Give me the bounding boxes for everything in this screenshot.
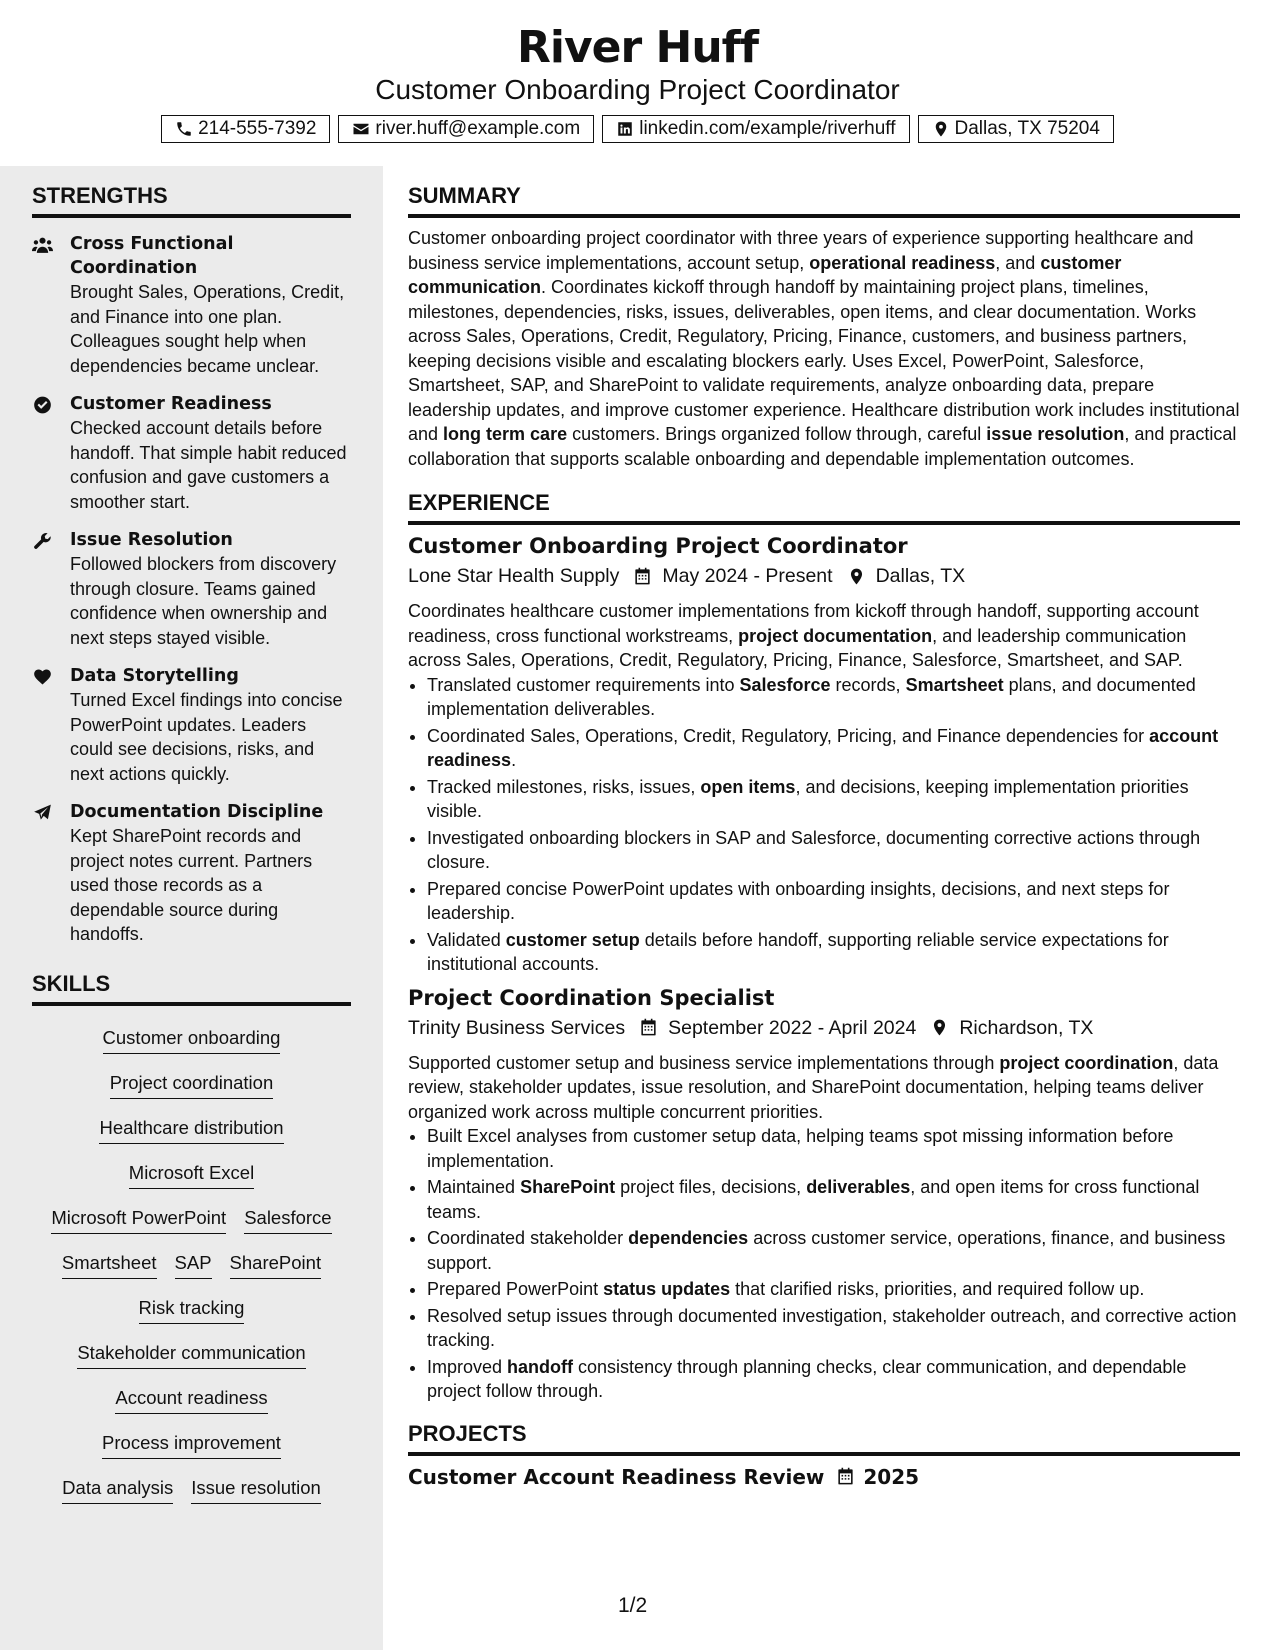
skill-tag: Project coordination — [110, 1071, 274, 1099]
email-text: river.huff@example.com — [375, 118, 581, 139]
job-meta — [408, 1013, 1240, 1043]
envelope-icon — [352, 120, 370, 138]
summary-heading: SUMMARY — [408, 183, 1240, 218]
strength-text: Checked account details before handoff. That simple habit reduced confusion and gave customers a smoother start. — [70, 418, 347, 512]
page-number: 1/2 — [618, 1594, 648, 1617]
skill-tag: Healthcare distribution — [99, 1116, 283, 1144]
location-text: Dallas, TX 75204 — [954, 118, 1100, 139]
phone-text: 214-555-7392 — [198, 118, 317, 139]
strength-text: Followed blockers from discovery through closure. Teams gained confidence when ownership and next steps stayed visible. — [70, 554, 337, 648]
skill-tag: Customer onboarding — [103, 1026, 281, 1054]
skill-tag: Smartsheet — [62, 1251, 157, 1279]
candidate-role: Customer Onboarding Project Coordinator — [375, 74, 900, 105]
job-location: Dallas, TX — [875, 565, 966, 587]
job-bullet: • Tracked milestones, risks, issues, open items, and decisions, keeping implementation priorities visible. — [427, 775, 1240, 824]
strength-title: Issue Resolution — [70, 530, 233, 550]
summary-text: Customer onboarding project coordinator with three years of experience supporting healthcare and business service implementations, account setup, operational readiness, and customer communication. Coordinates kickoff through handoff by maintaining project plans, timelines, milestones, dependencies, risks, issues, deliverables, open items, and clear documentation. Works across Sales, Operations, Credit, Regulatory, Pricing, Finance, customers, and business partners, keeping decisions visible and escalating blockers early. Uses Excel, PowerPoint, Salesforce, Smartsheet, SAP, and SharePoint to validate requirements, analyze onboarding data, prepare leadership updates, and improve customer experience. Healthcare distribution work includes institutional and long term care customers. Brings organized follow through, careful issue resolution, and practical collaboration that supports scalable onboarding and dependable implementation outcomes. — [408, 228, 1240, 469]
skill-tag: SAP — [175, 1251, 212, 1279]
candidate-name: River Huff — [517, 22, 758, 73]
skill-tag: Issue resolution — [191, 1476, 321, 1504]
project-title: Customer Account Readiness Review — [408, 1464, 825, 1489]
skills-list — [32, 1020, 351, 1515]
job-bullet: • Validated customer setup details before handoff, supporting reliable service expectations for institutional accounts. — [427, 928, 1240, 977]
project-entry — [408, 1463, 1240, 1491]
calendar-icon — [836, 1467, 855, 1486]
skill-tag: Data analysis — [62, 1476, 173, 1504]
job-location: Richardson, TX — [959, 1016, 1094, 1039]
job-bullet: • Coordinated stakeholder dependencies across customer service, operations, finance, and business support. — [427, 1226, 1240, 1275]
main-column — [408, 166, 1240, 1491]
calendar-icon — [633, 567, 652, 586]
check-circle-icon — [32, 395, 53, 415]
strength-text: Kept SharePoint records and project notes current. Partners used those records as a dependable source during handoffs. — [70, 826, 313, 944]
contact-location — [918, 115, 1114, 143]
wrench-icon — [32, 531, 53, 551]
skill-tag: Stakeholder communication — [77, 1341, 305, 1369]
project-year: 2025 — [863, 1464, 920, 1489]
strength-item — [32, 528, 351, 650]
resume-header — [0, 0, 1275, 160]
map-pin-icon — [930, 1018, 949, 1037]
projects-heading: PROJECTS — [408, 1421, 1240, 1456]
job-meta — [408, 561, 1240, 591]
job-bullet: • Improved handoff consistency through planning checks, clear communication, and dependable project follow through. — [427, 1355, 1240, 1404]
job-bullet: • Maintained SharePoint project files, decisions, deliverables, and open items for cross functional teams. — [427, 1175, 1240, 1224]
strength-text: Turned Excel findings into concise PowerPoint updates. Leaders could see decisions, risks, and next actions quickly. — [70, 690, 343, 784]
skill-tag: Process improvement — [102, 1431, 281, 1459]
users-icon — [32, 235, 53, 255]
phone-icon — [175, 120, 193, 138]
job-bullet: • Investigated onboarding blockers in SAP and Salesforce, documenting corrective actions through closure. — [427, 826, 1240, 875]
sidebar — [0, 166, 383, 1650]
strength-item — [32, 392, 351, 514]
strength-item — [32, 664, 351, 786]
contact-bar — [0, 115, 1275, 143]
skills-heading: SKILLS — [32, 971, 351, 1006]
strength-title: Cross Functional Coordination — [70, 234, 234, 278]
strength-title: Customer Readiness — [70, 394, 272, 414]
skill-tag: Account readiness — [115, 1386, 267, 1414]
map-pin-icon — [932, 120, 950, 138]
contact-email[interactable] — [338, 115, 594, 143]
linkedin-text: linkedin.com/example/riverhuff — [639, 118, 896, 139]
job-bullet: • Coordinated Sales, Operations, Credit, Regulatory, Pricing, and Finance dependencies for account readiness. — [427, 724, 1240, 773]
job-bullet: • Built Excel analyses from customer setup data, helping teams spot missing information before implementation. — [427, 1124, 1240, 1173]
calendar-icon — [639, 1018, 658, 1037]
job-bullets — [408, 673, 1240, 977]
job-bullet: • Translated customer requirements into Salesforce records, Smartsheet plans, and documented implementation deliverables. — [427, 673, 1240, 722]
paper-plane-icon — [32, 803, 53, 823]
job-title: Project Coordination Specialist — [408, 985, 775, 1010]
map-pin-icon — [847, 567, 866, 586]
linkedin-icon — [616, 120, 634, 138]
job-title: Customer Onboarding Project Coordinator — [408, 534, 908, 558]
job-bullet: • Prepared PowerPoint status updates that clarified risks, priorities, and required follow up. — [427, 1277, 1240, 1302]
strengths-list — [32, 232, 351, 947]
skill-tag: Microsoft Excel — [129, 1161, 254, 1189]
skill-tag: Salesforce — [244, 1206, 331, 1234]
strength-item — [32, 800, 351, 947]
job-entry — [408, 984, 1240, 1404]
job-description: Coordinates healthcare customer implementations from kickoff through handoff, supporting account readiness, cross functional workstreams, project documentation, and leadership communication across Sales, Operations, Credit, Regulatory, Pricing, Finance, Salesforce, Smartsheet, and SAP. — [408, 601, 1199, 670]
strength-item — [32, 232, 351, 378]
job-dates: May 2024 - Present — [662, 565, 833, 587]
contact-linkedin[interactable] — [602, 115, 909, 143]
job-bullets — [408, 1124, 1240, 1404]
job-entry — [408, 532, 1240, 977]
job-company: Trinity Business Services — [408, 1016, 626, 1039]
contact-phone[interactable] — [161, 115, 330, 143]
job-bullet: • Resolved setup issues through documented investigation, stakeholder outreach, and corrective action tracking. — [427, 1304, 1240, 1353]
strength-title: Documentation Discipline — [70, 802, 324, 822]
job-company: Lone Star Health Supply — [408, 565, 620, 587]
job-description: Supported customer setup and business service implementations through project coordination, data review, stakeholder updates, issue resolution, and SharePoint documentation, helping teams deliver organized work across multiple concurrent priorities. — [408, 1052, 1219, 1122]
strength-text: Brought Sales, Operations, Credit, and Finance into one plan. Colleagues sought help when dependencies became unclear. — [70, 282, 345, 376]
experience-heading: EXPERIENCE — [408, 490, 1240, 525]
skill-tag: SharePoint — [230, 1251, 322, 1279]
heart-icon — [32, 667, 53, 687]
job-dates: September 2022 - April 2024 — [668, 1016, 917, 1039]
strengths-heading: STRENGTHS — [32, 183, 351, 218]
skill-tag: Risk tracking — [139, 1296, 245, 1324]
strength-title: Data Storytelling — [70, 666, 239, 686]
job-bullet: • Prepared concise PowerPoint updates with onboarding insights, decisions, and next steps for leadership. — [427, 877, 1240, 926]
skill-tag: Microsoft PowerPoint — [51, 1206, 226, 1234]
